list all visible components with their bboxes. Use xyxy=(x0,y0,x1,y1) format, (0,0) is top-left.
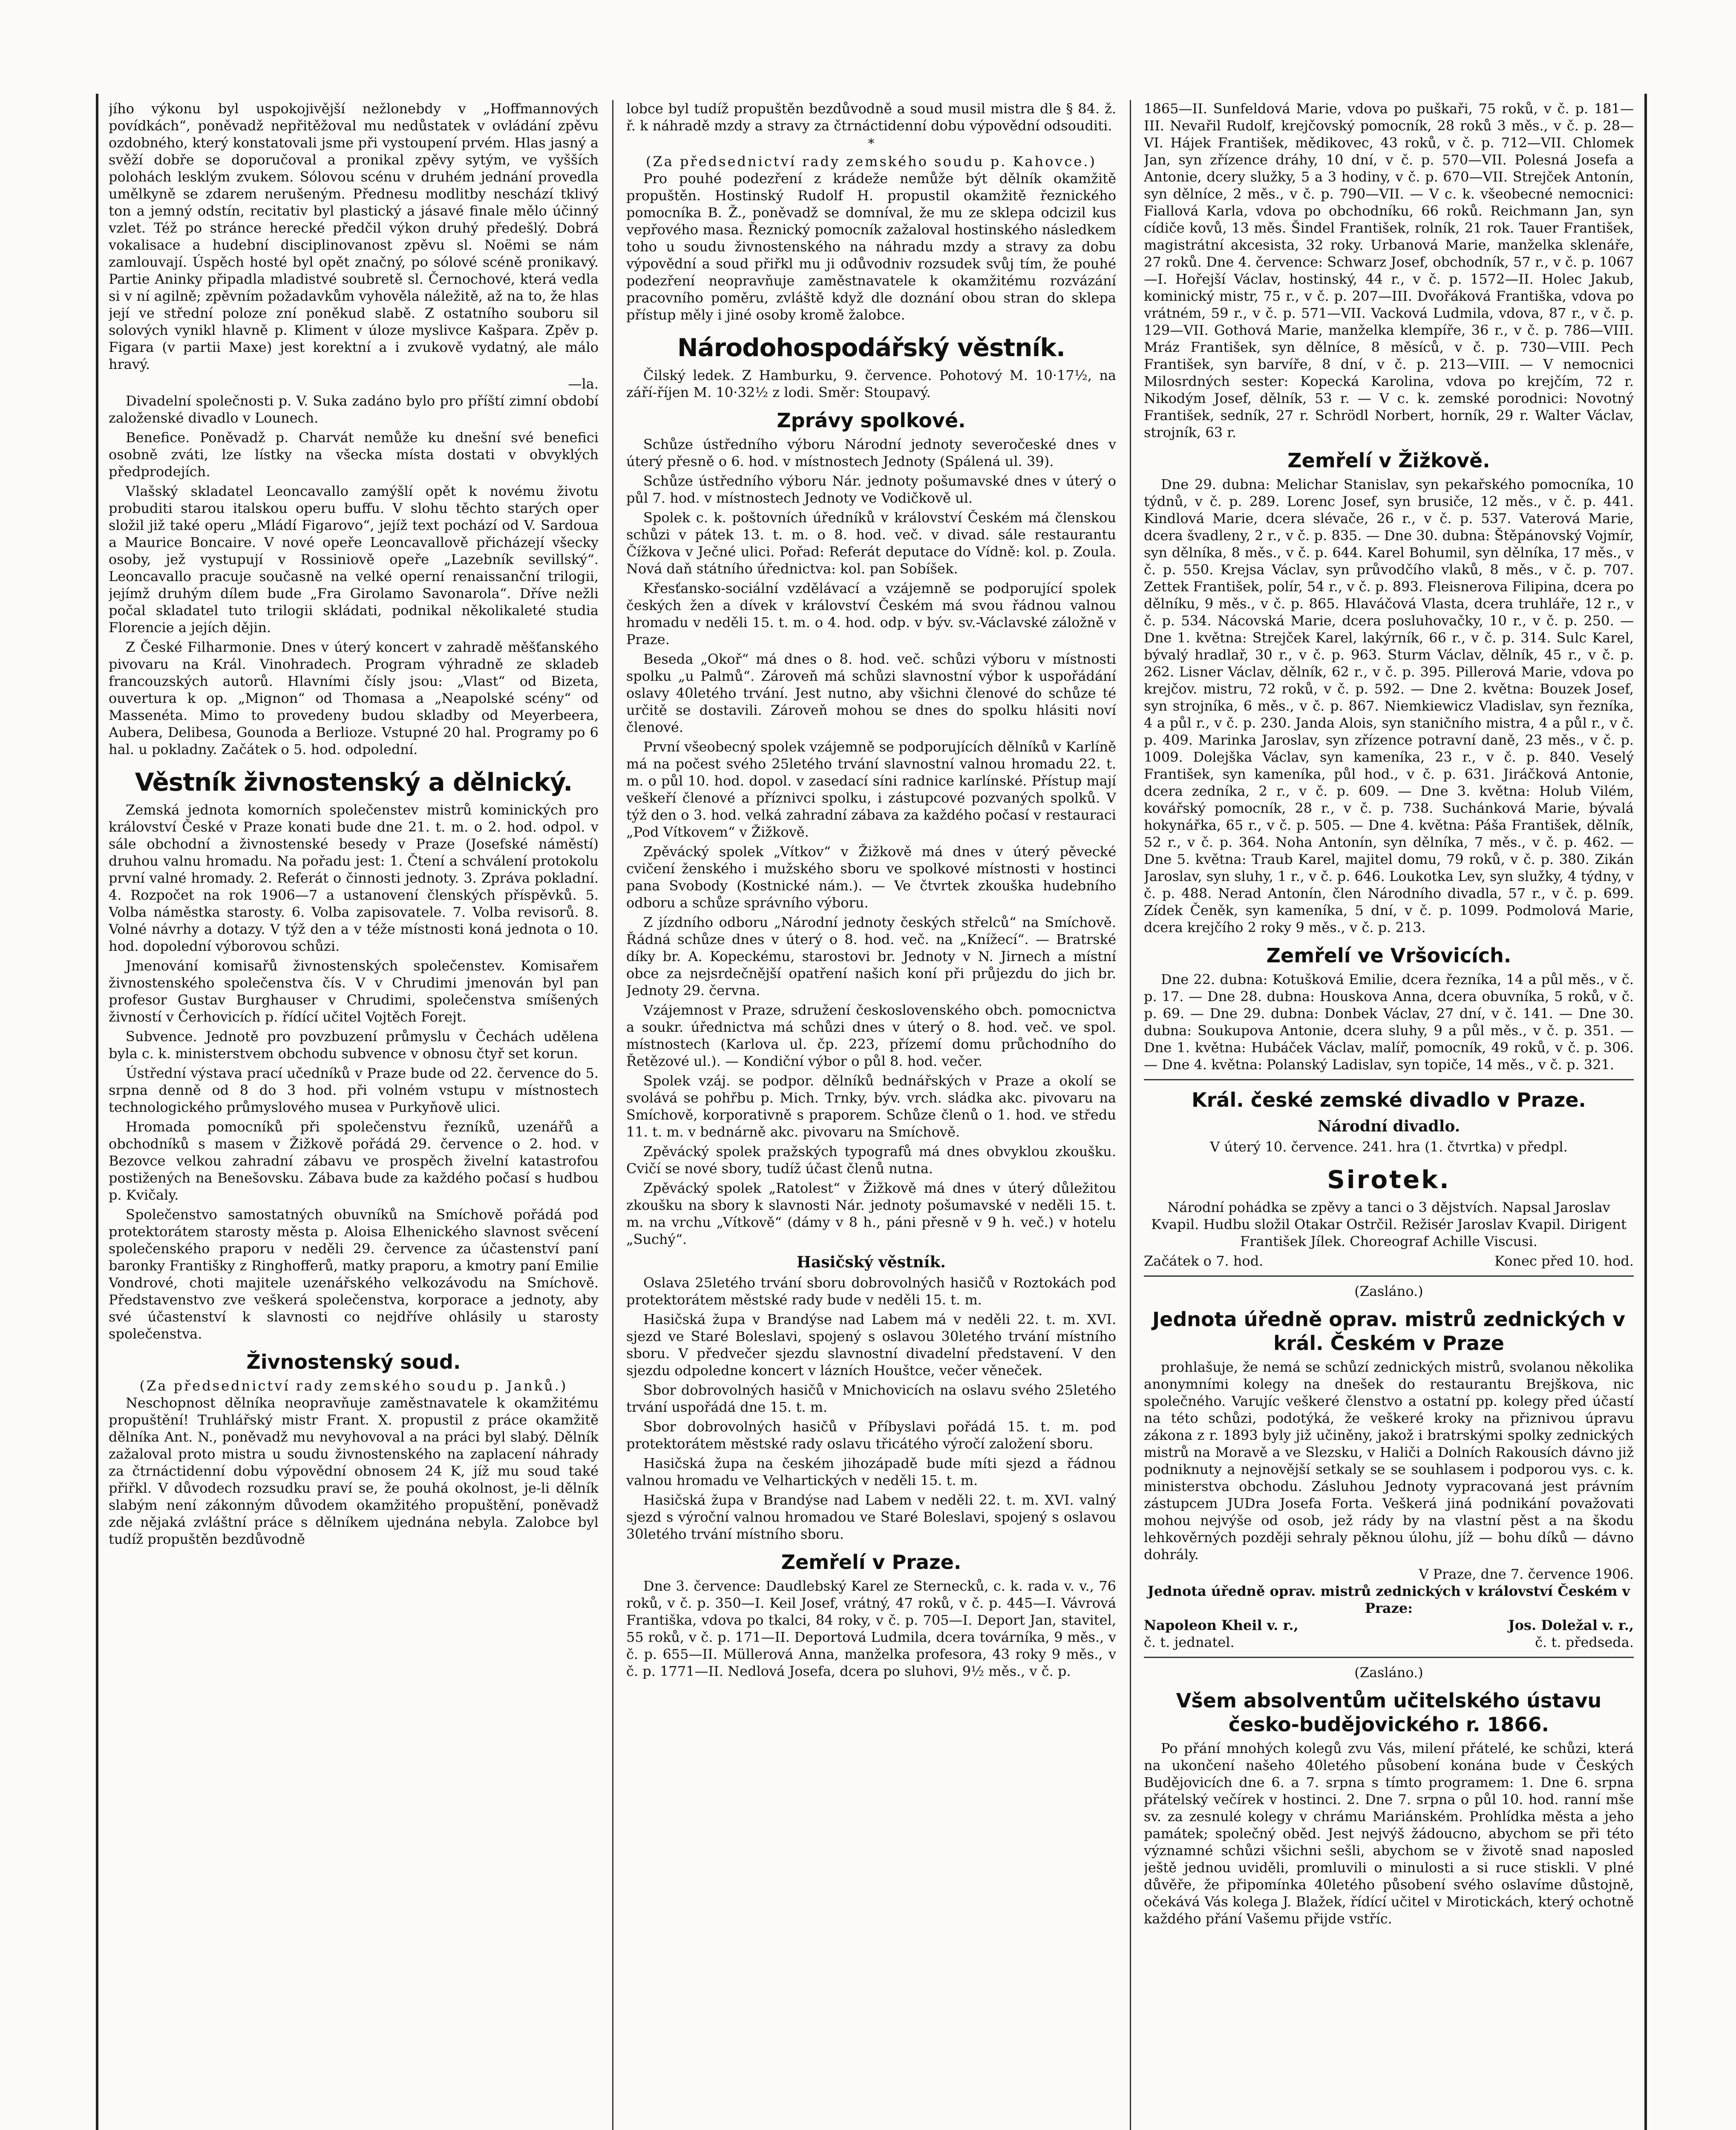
deaths-prague-continued: 1865—II. Sunfeldová Marie, vdova po puškaři, 75 roků, v č. p. 181—III. Nevařil Rudolf, krejčovský pomocník, 28 roků 3 měs., v č. p. 28—VI. Hájek František, mědikovec, 43 roků, v č. p. 712—VII. Chlomek Jan, syn zřízence dráhy, 10 dní, v č. p. 570—VII. Polesná Josefa a Antonie, dcery služky, 5 a 3 hodiny, v č. p. 670—VII. Strejček Antonín, syn dělníce, 2 měs., v č. p. 790—VII. — V c. k. všeobecné nemocnici: Fiallová Karla, vdova po obchodníku, 66 roků. Reichmann Jan, syn cídiče kovů, 13 měs. Šindel František, rolník, 21 rok. Tauer František, magistrátní akcesista, 32 roky. Urbanová Marie, manželka sklenáře, 27 roků. Dne 4. července: Schwarz Josef, obchodník, 57 r., v č. p. 1067—I. Hořejší Václav, hostinský, 44 r., v č. p. 1572—II. Holec Jakub, kominický mistr, 75 r., v č. p. 207—III. Dvořáková Františka, vdova po vrátném, 59 r., v č. p. 571—VII. Vacková Ludmila, vdova, 87 r., v č. p. 129—VII. Gothová Marie, manželka klempíře, 36 r., v č. p. 786—VIII. Mráz František, syn dělníce, 8 měsíců, v č. p. 730—VIII. Pech František, syn barvíře, 8 dní, v č. p. 213—VIII. — V nemocnici Milosrdných sester: Kopecká Karolina, vdova po krejčím, 72 r. Nikodým Josef, dělník, 53 r. — V c. k. zemské porodnici: Novotný František, sedník, 27 r. Schrödl Norbert, horník, 29 r. Walter Václav, strojník, 63 r. xyxy=(1144,101,1634,440)
trade-paragraph: Hromada pomocníků při společenstvu řezníků, uzenářů a obchodníků s masem v Žižkově pořádá 29. července o 2. hod. v Bezovce velkou zahradní zábavu ve prospěch živelní katastrofou postižených na Benešovsku. Zábava bude za každého počasí s hudbou p. Kvičaly. xyxy=(109,1119,599,1203)
court-paragraph: Neschopnost dělníka neopravňuje zaměstnavatele k okamžitému propuštění! Truhlářský mistr Frant. X. propustil z práce okamžitě dělníka Ant. N., poněvadž mu nevyhovoval a na práci byl slabý. Dělník zažaloval proto mistra u soudu živnostenského na zaplacení náhrady za čtrnáctidenní dobu výpovědní obnosem 24 K, jíž mu soud také přiřkl. V důvodech rozsudku praví se, že pouhá okolnost, je-li dělník slabým není zákonným důvodem okamžitého propuštění, poněvadž zde nějaká zvláštní práce s dělníkem ujednána nebyla. Zalobce byl tudíž propuštěn bezdůvodně xyxy=(109,1395,599,1547)
notice-masons-roles xyxy=(1144,1634,1634,1651)
signature-left-role: č. t. jednatel. xyxy=(1144,1634,1235,1650)
signature-right-role: č. t. předseda. xyxy=(1535,1634,1634,1650)
signature-right-name: Jos. Doležal v. r., xyxy=(1508,1617,1634,1633)
column-2 xyxy=(626,100,1116,2130)
deaths-prague-heading: Zemřelí v Praze. xyxy=(781,1551,962,1574)
court-subtitle: (Za předsednictví rady zemského soudu p. Janků.) xyxy=(139,1378,568,1394)
column-rule-1 xyxy=(612,100,613,2130)
trade-paragraph: Jmenování komisařů živnostenských společenstev. Komisařem živnostenského společenstva čís. V v Chrudimi jmenován byl pan profesor Gustav Burghauser v Chrudimi, společenstva smíšených živností v Čerhovicích p. řídící učitel Vojtěch Forejt. xyxy=(109,958,599,1025)
trade-paragraph: Subvence. Jednotě pro povzbuzení průmyslu v Čechách udělena byla c. k. ministerstvem obchodu subvence v obnosu čtyř set korun. xyxy=(109,1028,599,1062)
theatre-subheading: Národní divadlo. xyxy=(1317,1117,1460,1135)
divider xyxy=(1144,1657,1634,1658)
note-paragraph: Z České Filharmonie. Dnes v úterý koncert v zahradě měšťanského pivovaru na Král. Vinohradech. Program výhradně ze skladeb francouzských autorů. Hlavními čísly jsou: „Vlast“ od Bizeta, ouvertura k op. „Mignon“ od Thomasa a „Neapolské scény“ od Massenéta. Mimo to provedeny budou skladby od Meyerbeera, Aubera, Delibesa, Gounoda a Berlioze. Vstupné 20 hal. Programy po 6 hal. u pokladny. Začátek o 5. hod. odpolední. xyxy=(109,639,599,757)
court-paragraph-end: lobce byl tudíž propuštěn bezdůvodně a soud musil mistra dle § 84. ž. ř. k náhradě mzdy a stravy za čtrnáctidenní dobu výpovědní odsouditi. xyxy=(626,101,1116,134)
club-paragraph: Beseda „Okoř“ má dnes o 8. hod. več. schůzi výboru v místnosti spolku „u Palmů“. Zároveň má schůzi slavnostní výbor k uspořádání oslavy 40letého trvání. Jest nutno, aby všichni členové do schůze té určitě se dostavili. Zároveň mohou se dnes do spolku hlásiti noví členové. xyxy=(626,651,1116,735)
club-paragraph: Zpěvácký spolek pražských typografů má dnes obvyklou zkoušku. Cvičí se nové sbory, tudíž účast členů nutna. xyxy=(626,1143,1116,1177)
column-1 xyxy=(109,100,599,2130)
firemen-paragraph: Sbor dobrovolných hasičů v Příbyslavi pořádá 15. t. m. pod protektorátem městské rady oslavu třicátého výročí založení sboru. xyxy=(626,1419,1116,1452)
column-rule-2 xyxy=(1130,100,1131,2130)
club-paragraph: Z jízdního odboru „Národní jednoty českých střelců“ na Smíchově. Řádná schůze dnes v úterý o 8. hod. več. na „Knížecí“. — Bratrské díky br. A. Kopeckému, starostovi br. Jednoty v N. Jirnech a místní obce za nejsrdečnější opatření našich koní při průjezdu do jich br. Jednoty 29. června. xyxy=(626,914,1116,999)
note-paragraph: Benefice. Poněvadž p. Charvát nemůže ku dnešní své benefici osobně zváti, lze lístky na všecka místa dostati v obvyklých předprodejích. xyxy=(109,429,599,480)
trade-paragraph: Společenstvo samostatných obuvníků na Smíchově pořádá pod protektorátem starosty města p. Aloisa Elhenického slavnost svěcení společenského praporu v neděli 29. července za účastenství paní baronky Františky z Ringhofferů, matky praporu, a kmotry paní Emilie Vondrové, choti majitele uzenářského velkozávodu na Smíchově. Představenstvo zve veškerá společenstva, korporace a jednoty, aby své účastenství k slavnosti co nejdříve ohlásily u starosty společenstva. xyxy=(109,1206,599,1342)
club-paragraph: Schůze ústředního výboru Nár. jednoty pošumavské dnes v úterý o půl 7. hod. v místnostech Jednoty ve Vodičkově ul. xyxy=(626,473,1116,506)
notice-masons-date: V Praze, dne 7. července 1906. xyxy=(1419,1566,1634,1582)
firemen-paragraph: Hasičská župa v Brandýse nad Labem v neděli 22. t. m. XVI. valný sjezd s výroční valnou hromadou ve Staré Boleslavi, spojený s oslavou 30letého trvání místního sboru. xyxy=(626,1492,1116,1542)
club-paragraph: Zpěvácký spolek „Ratolest“ v Žižkově má dnes v úterý důležitou zkoušku na sbory k slavnosti Nár. jednoty pošumavské v neděli 15. t. m. na vrchu „Vítkově“ (dámy v 8 h., páni přesně v 9 h. več.) v hotelu „Suchý“. xyxy=(626,1180,1116,1247)
note-paragraph: Divadelní společnosti p. V. Suka zadáno bylo pro příští zimní období založenské divadlo v Lounech. xyxy=(109,393,599,426)
notice-heading-teachers: Všem absolventům učitelského ústavu česko-budějovického r. 1866. xyxy=(1176,1689,1602,1736)
club-paragraph: Vzájemnost v Praze, sdružení československého obch. pomocnictva a soukr. úřednictva má schůzi dnes v úterý o 8. hod. več. ve spol. místnostech (Karlova ul. čp. 223, přízemí domu průchodního do Řetězové ul.). — Kondiční výbor o půl 8. hod. večer. xyxy=(626,1002,1116,1069)
theatre-end-time: Konec před 10. hod. xyxy=(1494,1253,1634,1269)
theatre-date-line: V úterý 10. července. 241. hra (1. čtvrtka) v předpl. xyxy=(1210,1139,1568,1155)
deaths-zizkov-heading: Zemřelí v Žižkově. xyxy=(1287,449,1490,472)
firemen-paragraph: Oslava 25letého trvání sboru dobrovolných hasičů v Roztokách pod protektorátem městské rady bude v neděli 15. t. m. xyxy=(626,1275,1116,1308)
firemen-paragraph: Hasičská župa v Brandýse nad Labem má v neděli 22. t. m. XVI. sjezd ve Staré Boleslavi, spojený s oslavou 30letého trvání místního sboru. V předvečer sjezdu slavnostní divadelní představení. V den sjezdu odpoledne koncert v lázních Houštce, večer věneček. xyxy=(626,1311,1116,1379)
review-signature: —la. xyxy=(568,376,599,392)
notice-heading-masons: Jednota úředně oprav. mistrů zednických v král. Českém v Praze xyxy=(1152,1308,1625,1355)
firemen-paragraph: Hasičská župa na českém jihozápadě bude míti sjezd a řádnou valnou hromadu ve Velhartických v neděli 15. t. m. xyxy=(626,1455,1116,1488)
economy-paragraph: Čilský ledek. Z Hamburku, 9. července. Pohotový M. 10·17½, na září-říjen M. 10·32½ z lodi. Směr: Stoupavý. xyxy=(626,367,1116,400)
trade-paragraph: Ústřední výstava prací učedníků v Praze bude od 22. července do 5. srpna denně od 8 do 3 hod. při volném vstupu v místnostech technologického průmyslového musea v Purkyňově ulici. xyxy=(109,1065,599,1115)
section-heading-clubs: Zprávy spolkové. xyxy=(777,409,966,432)
deaths-vrsovice-text: Dne 22. dubna: Kotušková Emilie, dcera řezníka, 14 a půl měs., v č. p. 17. — Dne 28. dubna: Houskova Anna, dcera obuvníka, 5 roků, v č. p. 69. — Dne 29. dubna: Donbek Václav, 27 dní, v č. 141. — Dne 30. dubna: Soukupova Antonie, dcera sluhy, 9 a půl měs., v č. p. 351. — Dne 1. května: Hubáček Václav, malíř, pomocník, 49 roků, v č. p. 306. — Dne 4. května: Polanský Ladislav, syn topiče, 14 měs., v č. p. 321. xyxy=(1144,971,1634,1073)
column-3 xyxy=(1144,100,1634,2130)
club-paragraph: Schůze ústředního výboru Národní jednoty severočeské dnes v úterý přesně o 6. hod. v místnostech Jednoty (Spálená ul. 39). xyxy=(626,436,1116,469)
deaths-vrsovice-heading: Zemřelí ve Vršovicích. xyxy=(1266,944,1511,967)
club-paragraph: Zpěvácký spolek „Vítkov“ v Žižkově má dnes v úterý pěvecké cvičení ženského i mužského sboru ve spolkové místnosti v hostinci pana Svobody (Kostnické nám.). — Ve čtvrtek zkouška hudebního odboru a schůze správního výboru. xyxy=(626,843,1116,911)
signature-left-name: Napoleon Kheil v. r., xyxy=(1144,1617,1298,1633)
court2-subtitle: (Za předsednictví rady zemského soudu p. Kahovce.) xyxy=(645,153,1097,170)
notice-masons-signatures xyxy=(1144,1617,1634,1634)
club-paragraph: Křesťansko-sociální vzdělávací a vzájemně se podporující spolek českých žen a dívek v království Českém má svou řádnou valnou hromadu v neděli 15. t. m. o 4. hod. odp. v býv. sv.-Václavské záložně v Praze. xyxy=(626,580,1116,648)
notice-teachers-text: Po přání mnohých kolegů zvu Vás, milení přátelé, ke schůzi, která na ukončení našeho 40letého působení konána bude v Českých Budějovicích dne 6. a 7. srpna s tímto programem: 1. Dne 6. srpna přátelský večírek v hostinci. 2. Dne 7. srpna o půl 10. hod. ranní mše sv. za zesnulé kolegy v chrámu Mariánském. Prohlídka města a jeho památek; společný oběd. Jest nejvýš žádoucno, abychom se při této významné schůzi všichni sešli, abychom se v životě snad naposled ještě jednou uviděli, promluvili o minulosti a si ruce stiskli. V plné důvěře, že připomínka 40letého působení svého oslavíme důstojně, očekává Vás kolega J. Blažek, řídící učitel v Mirotickách, který ochotně každého přání Vašemu přijde vstříc. xyxy=(1144,1740,1634,1927)
divider xyxy=(1144,1275,1634,1277)
club-paragraph: Spolek c. k. poštovních úředníků v království Českém má členskou schůzi v pátek 13. t. m. o 8. hod. več. v divad. sále restaurantu Čížkova v Ječné ulici. Pořad: Referát deputace do Vídně: kol. p. Zoula. Nová daň státního úřednictva: kol. pan Sobíšek. xyxy=(626,509,1116,577)
trade-paragraph: Zemská jednota komorních společenstev mistrů kominických pro království České v Praze konati bude dne 21. t. m. o 2. hod. odpol. v sále obchodní a živnostenské besedy v Praze (Josefské náměstí) druhou valnu hromadu. Na pořadu jest: 1. Čtení a schválení protokolu první valné hromady. 2. Referát o činnosti jednoty. 3. Zpráva pokladní. 4. Rozpočet na rok 1906—7 a ustanovení členských příspěvků. 5. Volba náměstka starosty. 6. Volba zapisovatele. 7. Volba revisorů. 8. Volné návrhy a dotazy. V týž den a v téže místnosti koná jednota o 10. hod. dopolední výborovou schůzi. xyxy=(109,802,599,954)
theatre-play-title: Sirotek. xyxy=(1327,1165,1451,1194)
divider xyxy=(1144,1079,1634,1080)
theatre-times xyxy=(1144,1252,1634,1269)
section-heading-trade: Věstník živnostenský a dělnický. xyxy=(135,768,573,797)
theatre-start-time: Začátek o 7. hod. xyxy=(1144,1253,1264,1269)
separator-star: * xyxy=(868,136,875,151)
right-page-border xyxy=(1644,94,1647,2130)
notice-masons-text: prohlašuje, že nemá se schůzí zednických mistrů, svolanou několika anonymními kolegy na dnešek do restaurantu Brejškova, nic společného. Varujíc veškeré členstvo a ostatní pp. kolegy před účastí na této schůzi, podotýká, že veškeré kroky na přiznivou úpravu zákona z r. 1893 byly již učiněny, jakož i bratrskými spolky zednických mistrů na Moravě a ve Slezsku, v Haliči a Dolních Rakousích dávno již podniknuty a nejnovější setkaly se se souhlasem i podporou vys. c. k. ministerstva obchodu. Zásluhou Jednoty vypracovaná jest právním zástupcem JUDra Josefa Forta. Veškerá jiná podnikání považovati mohou nejvýše od osob, jež rády by na vlastní pěst a na škodu lehkověrných později sehraly pěknou úlohu, jíž — bohu díků — dávno dohrály. xyxy=(1144,1359,1634,1563)
notice-masons-sign-head: Jednota úředně oprav. mistrů zednických v království Českém v Praze: xyxy=(1147,1583,1630,1616)
court2-paragraph: Pro pouhé podezření z krádeže nemůže být dělník okamžitě propuštěn. Hostinský Rudolf H. propustil okamžitě řeznického pomocníka B. Ž., poněvadž se domníval, že mu ze sklepa odcizil kus vepřového masa. Řeznický pomocník zažaloval hostinského následkem toho u soudu živnostenského na náhradu mzdy a stravy za dobu výpovědní a soud přiřkl mu ji odůvodniv rozsudek svůj tím, že pouhé podezření neopravňuje zaměstnavatele k okamžitému rozvázání pracovního poměru, zvláště když dle doznání obou stran do sklepa přístup měly i jiné osoby kromě žalobce. xyxy=(626,170,1116,323)
notice-tag: (Zasláno.) xyxy=(1354,1283,1423,1299)
theatre-description: Národní pohádka se zpěvy a tanci o 3 dějstvích. Napsal Jaroslav Kvapil. Hudbu složil Otakar Ostrčil. Režisér Jaroslav Kvapil. Dirigent František Jílek. Choreograf Achille Viscusi. xyxy=(1151,1199,1627,1249)
notice-tag: (Zasláno.) xyxy=(1354,1664,1423,1681)
left-page-border xyxy=(96,94,98,2130)
firemen-paragraph: Sbor dobrovolných hasičů v Mnichovicích na oslavu svého 25letého trvání uspořádá dne 15. t. m. xyxy=(626,1382,1116,1415)
firemen-heading: Hasičský věstník. xyxy=(797,1253,946,1271)
note-paragraph: Vlašský skladatel Leoncavallo zamýšlí opět k novému životu probuditi starou italskou operu buffu. V slohu těchto starých oper složil již také operu „Mládí Figarovo“, jejíž text pochází od V. Sardoua a Maurice Boncaire. V nové opeře Leoncavallově přicházejí všecky osoby, jež vystupují v Rossiniově opeře „Lazebník sevillský“. Leoncavallo pracuje současně na velké operní renaissanční trilogii, jejímž druhým dílem bude „Fra Girolamo Savonarola“. Dříve nežli počal skladatel tuto trilogii skládati, podnikal několikaleté studia Florencie a jejích dějin. xyxy=(109,483,599,636)
court-heading: Živnostenský soud. xyxy=(246,1350,461,1373)
deaths-prague-text: Dne 3. července: Daudlebský Karel ze Sternecků, c. k. rada v. v., 76 roků, v č. p. 350—I. Keil Josef, vrátný, 47 roků, v č. p. 445—I. Vávrová Františka, vdova po tkalci, 84 roky, v č. p. 705—I. Deport Jan, stavitel, 55 roků, v č. p. 171—II. Deportová Ludmila, dcera továrníka, 9 měs., v č. p. 655—II. Müllerová Anna, manželka profesora, 43 roky 9 měs., v č. p. 1771—II. Nedlová Josefa, dcera po sluhovi, 9½ měs., v č. p. xyxy=(626,1578,1116,1679)
section-heading-economy: Národohospodářský věstník. xyxy=(677,333,1065,362)
theatre-heading: Král. české zemské divadlo v Praze. xyxy=(1192,1088,1586,1111)
club-paragraph: Spolek vzáj. se podpor. dělníků bednářských v Praze a okolí se svolává se pohřbu p. Mich. Trnky, býv. vrch. sládka akc. pivovaru na Smíchově, korporativně s praporem. Schůze členů o 1. hod. ve středu 11. t. m. v bednárně akc. pivovaru na Smíchově. xyxy=(626,1073,1116,1140)
columns-container xyxy=(109,100,1634,2130)
club-paragraph: První všeobecný spolek vzájemně se podporujících dělníků v Karlíně má na počest svého 25letého trvání slavnostní valnou hromadu 22. t. m. o půl 10. hod. dopol. v zasedací síni radnice karlínské. Přístup mají veškeří členové a příznivci spolku, i zástupcové pozvaných spolků. V týž den o 3. hod. velká zahradní zábava za každého počasí v restauraci „Pod Vítkovem“ v Žižkově. xyxy=(626,739,1116,840)
deaths-zizkov-text: Dne 29. dubna: Melichar Stanislav, syn pekařského pomocníka, 10 týdnů, v č. p. 289. Lorenc Josef, syn brusiče, 12 měs., v č. p. 441. Kindlová Marie, dcera slévače, 26 r., v č. p. 537. Vaterová Marie, dcera švadleny, 2 r., v č. p. 835. — Dne 30. dubna: Štěpánovský Vojmír, syn dělníka, 8 měs., v č. p. 644. Karel Bohumil, syn dělníka, 17 měs., v č. p. 550. Krejsa Václav, syn průvodčího vlaků, 8 měs., v č. p. 707. Zettek František, polír, 54 r., v č. p. 893. Fleisnerova Filipina, dcera po dělníku, 9 měs., v č. p. 865. Hlaváčová Vlasta, dcera truhláře, 12 r., v č. p. 534. Nácovská Marie, dcera posluhovačky, 10 r., v č. p. 250. — Dne 1. května: Strejček Karel, lakýrník, 66 r., v č. p. 314. Sulc Karel, bývalý hradlař, 30 r., v č. p. 963. Sturm Václav, dělník, 45 r., v č. p. 262. Lisner Václav, dělník, 62 r., v č. p. 395. Pillerová Marie, vdova po krejčov. mistru, 72 roků, v č. p. 592. — Dne 2. května: Bouzek Josef, syn strojníka, 6 měs., v č. p. 867. Niemkiewicz Vladislav, syn řezníka, 4 a půl r., v č. p. 230. Janda Alois, syn staničního mistra, 4 a půl r., v č. p. 409. Marinka Jaroslav, syn zřízence potravní daně, 23 měs., v č. p. 1009. Dolejška Václav, syn kameníka, 23 r., v č. p. 840. Veselý František, syn kameníka, půl hod., v č. p. 631. Jiráčková Antonie, dcera zedníka, 2 r., v č. p. 609. — Dne 3. května: Holub Vilém, kovářský pomocník, 28 r., v č. p. 738. Suchánková Marie, bývalá hokynářka, 65 r., v č. p. 505. — Dne 4. května: Páša František, dělník, 52 r., v č. p. 364. Noha Antonín, syn dělníka, 7 měs., v č. p. 462. — Dne 5. května: Traub Karel, majitel domu, 79 roků, v č. p. 380. Zikán Jaroslav, syn sluhy, 1 r., v č. p. 646. Loukotka Lev, syn služky, 4 týdny, v č. p. 488. Nerad Antonín, člen Národního divadla, 57 r., v č. p. 699. Zídek Čeněk, syn kameníka, 5 dní, v č. p. 1099. Podmolová Marie, dcera krejčího 2 roky 9 měs., v č. p. 213. xyxy=(1144,476,1634,935)
opera-review-text: jího výkonu byl uspokojivější nežlonebdy v „Hoffmannových povídkách“, poněvadž nepřitěžoval mu nedůstatek v ovládání zpěvu ozdobného, který konstatovali jsme při vystoupení prvém. Hlas jasný a svěží dobře se doporučoval a pronikal zpěvy sytým, ve vyšších polohách lesklým zvukem. Sólovou scénu v druhém jednání provedla umělkyně se zdarem nerušeným. Přednesu modlitby neschází tklivý ton a jemný odstín, recitativ byl plastický a jásavé finale mělo účinný vzlet. Též po stránce herecké předčil výkon druhý předešlý. Dobrá vokalisace a hudební disciplinovanost zpěvu sl. Noëmi se nám zamlouvají. Úspěch hosté byl opět značný, po sólové scéně pronikavý. Partie Aninky připadla mladistvé soubretě sl. Černochové, která vedla si v ní agilně; zpěvním požadavkům vyhověla náležitě, až na to, že hlas její ve střední poloze zní poněkud slabě. Z ostatního souboru sil solových vynikl hlavně p. Kliment v úloze myslivce Kašpara. Zpěv p. Figara (v partii Maxe) jest korektní a i zvukově vydatný, ale málo hravý. xyxy=(109,101,599,372)
